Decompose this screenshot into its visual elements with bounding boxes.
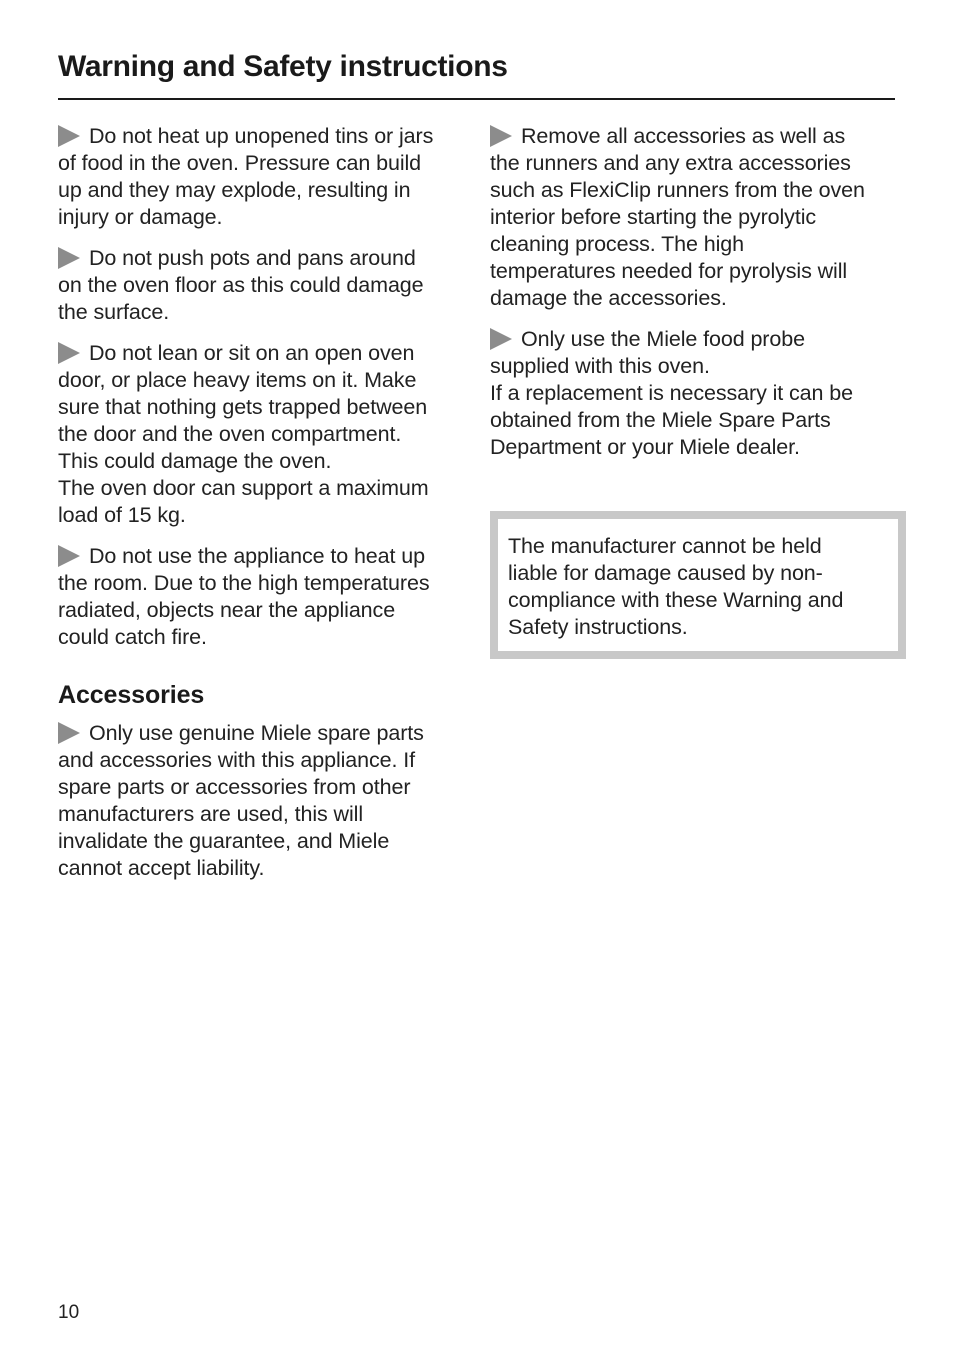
paragraph-line: up and they may explode, resulting in [58,178,411,202]
bullet-arrow-icon [58,247,80,269]
paragraph-line: of food in the oven. Pressure can build [58,151,422,175]
bullet-arrow-icon [58,342,80,364]
paragraph-line: interior before starting the pyrolytic [490,205,817,229]
paragraph-line: The oven door can support a maximum [58,476,429,500]
paragraph-first-line [58,340,466,367]
paragraph-first-line [58,123,466,150]
notice-line: Safety instructions. [508,615,688,639]
paragraph-line: the surface. [58,300,170,324]
paragraph-line: Department or your Miele dealer. [490,435,800,459]
paragraph-line: damage the accessories. [490,286,727,310]
warning-paragraph-tins [58,123,466,231]
title-divider [58,98,895,100]
paragraph-line: on the oven floor as this could damage [58,273,424,297]
line-text: Do not push pots and pans around [89,246,416,270]
paragraph-line: the door and the oven compartment. [58,422,402,446]
paragraph-line: radiated, objects near the appliance [58,598,396,622]
paragraph-line: load of 15 kg. [58,503,186,527]
paragraph-line: the room. Due to the high temperatures [58,571,430,595]
liability-notice-box [490,511,906,659]
warning-paragraph-food-probe [490,326,896,461]
line-text: Do not heat up unopened tins or jars [89,124,434,148]
paragraph-line: injury or damage. [58,205,223,229]
warning-paragraph-pyrolytic [490,123,896,312]
paragraph-first-line [58,245,466,272]
paragraph-line: the runners and any extra accessories [490,151,851,175]
line-text: Remove all accessories as well as [521,124,846,148]
bullet-arrow-icon [58,722,80,744]
notice-line: compliance with these Warning and [508,588,844,612]
bullet-arrow-icon [490,328,512,350]
bullet-arrow-icon [490,125,512,147]
paragraph-line: door, or place heavy items on it. Make [58,368,417,392]
line-text: Do not lean or sit on an open oven [89,341,415,365]
paragraph-line: cannot accept liability. [58,856,265,880]
accessories-heading: Accessories [58,681,205,709]
line-text: Do not use the appliance to heat up [89,544,425,568]
paragraph-line: temperatures needed for pyrolysis will [490,259,848,283]
paragraph-first-line [58,543,466,570]
paragraph-first-line [58,720,466,747]
paragraph-line: If a replacement is necessary it can be [490,381,853,405]
paragraph-line: such as FlexiClip runners from the oven [490,178,865,202]
paragraph-line: sure that nothing gets trapped between [58,395,428,419]
left-column [58,123,466,896]
paragraph-line: This could damage the oven. [58,449,332,473]
paragraph-line: spare parts or accessories from other [58,775,411,799]
paragraph-line: could catch fire. [58,625,207,649]
bullet-arrow-icon [58,545,80,567]
bullet-arrow-icon [58,125,80,147]
paragraph-line: supplied with this oven. [490,354,710,378]
line-text: Only use genuine Miele spare parts [89,721,424,745]
paragraph-line: and accessories with this appliance. If [58,748,416,772]
warning-paragraph-door [58,340,466,529]
right-column [490,123,896,475]
paragraph-line: cleaning process. The high [490,232,744,256]
paragraph-first-line [490,123,896,150]
warning-paragraph-heating [58,543,466,651]
notice-line: liable for damage caused by non- [508,561,823,585]
paragraph-line: manufacturers are used, this will [58,802,363,826]
line-text: Only use the Miele food probe [521,327,805,351]
paragraph-line: invalidate the guarantee, and Miele [58,829,390,853]
page-number: 10 [58,1302,80,1323]
page-title: Warning and Safety instructions [58,50,508,83]
accessories-paragraph [58,720,466,882]
notice-line: The manufacturer cannot be held [508,534,822,558]
paragraph-first-line [490,326,896,353]
warning-paragraph-pots [58,245,466,326]
paragraph-line: obtained from the Miele Spare Parts [490,408,831,432]
